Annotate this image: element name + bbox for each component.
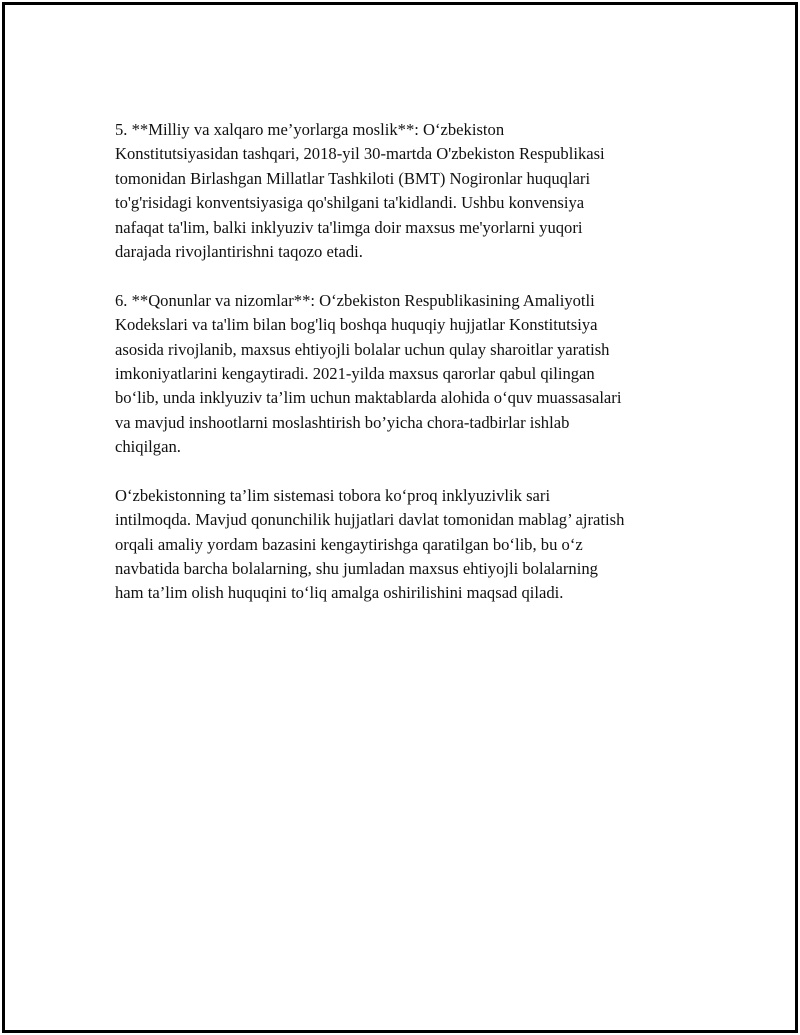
paragraph-qonunlar-va-nizomlar — [115, 289, 715, 460]
document-body — [115, 118, 715, 606]
paragraph-line: darajada rivojlantirishni taqozo etadi. — [115, 241, 363, 261]
paragraph-line: chiqilgan. — [115, 437, 181, 457]
paragraph-spacer — [115, 459, 715, 483]
paragraph-line: intilmoqda. Mavjud qonunchilik hujjatlari davlat tomonidan mablag’ ajratish — [115, 510, 625, 530]
paragraph-conclusion — [115, 484, 715, 606]
paragraph-line: nafaqat ta'lim, balki inklyuziv ta'limga doir maxsus me'yorlarni yuqori — [115, 217, 583, 237]
paragraph-line: 5. **Milliy va xalqaro me’yorlarga moslik**: O‘zbekiston — [115, 120, 505, 139]
paragraph-line: O‘zbekistonning ta’lim sistemasi tobora ko‘proq inklyuzivlik sari — [115, 485, 551, 505]
paragraph-line: ham ta’lim olish huquqini to‘liq amalga oshirilishini maqsad qiladi. — [115, 583, 564, 603]
paragraph-line: 6. **Qonunlar va nizomlar**: O‘zbekiston Respublikasining Amaliyotli — [115, 290, 595, 310]
paragraph-milliy-va-xalqaro — [115, 118, 715, 264]
paragraph-line: navbatida barcha bolalarning, shu jumladan maxsus ehtiyojli bolalarning — [115, 559, 598, 579]
paragraph-line: to'g'risidagi konventsiyasiga qo'shilgani ta'kidlandi. Ushbu konvensiya — [115, 193, 585, 213]
paragraph-line: asosida rivojlanib, maxsus ehtiyojli bolalar uchun qulay sharoitlar yaratish — [115, 339, 610, 359]
paragraph-line: Konstitutsiyasidan tashqari, 2018-yil 30-martda O'zbekiston Respublikasi — [115, 144, 605, 164]
paragraph-line: va mavjud inshootlarni moslashtirish bo’yicha chora-tadbirlar ishlab — [115, 412, 570, 432]
paragraph-line: bo‘lib, unda inklyuziv ta’lim uchun maktablarda alohida o‘quv muassasalari — [115, 388, 622, 408]
paragraph-spacer — [115, 264, 715, 288]
paragraph-line: Kodekslari va ta'lim bilan bog'liq boshqa huquqiy hujjatlar Konstitutsiya — [115, 315, 598, 335]
paragraph-line: tomonidan Birlashgan Millatlar Tashkiloti (BMT) Nogironlar huquqlari — [115, 168, 591, 188]
paragraph-line: imkoniyatlarini kengaytiradi. 2021-yilda maxsus qarorlar qabul qilingan — [115, 363, 595, 383]
paragraph-line: orqali amaliy yordam bazasini kengaytirishga qaratilgan bo‘lib, bu o‘z — [115, 534, 583, 554]
